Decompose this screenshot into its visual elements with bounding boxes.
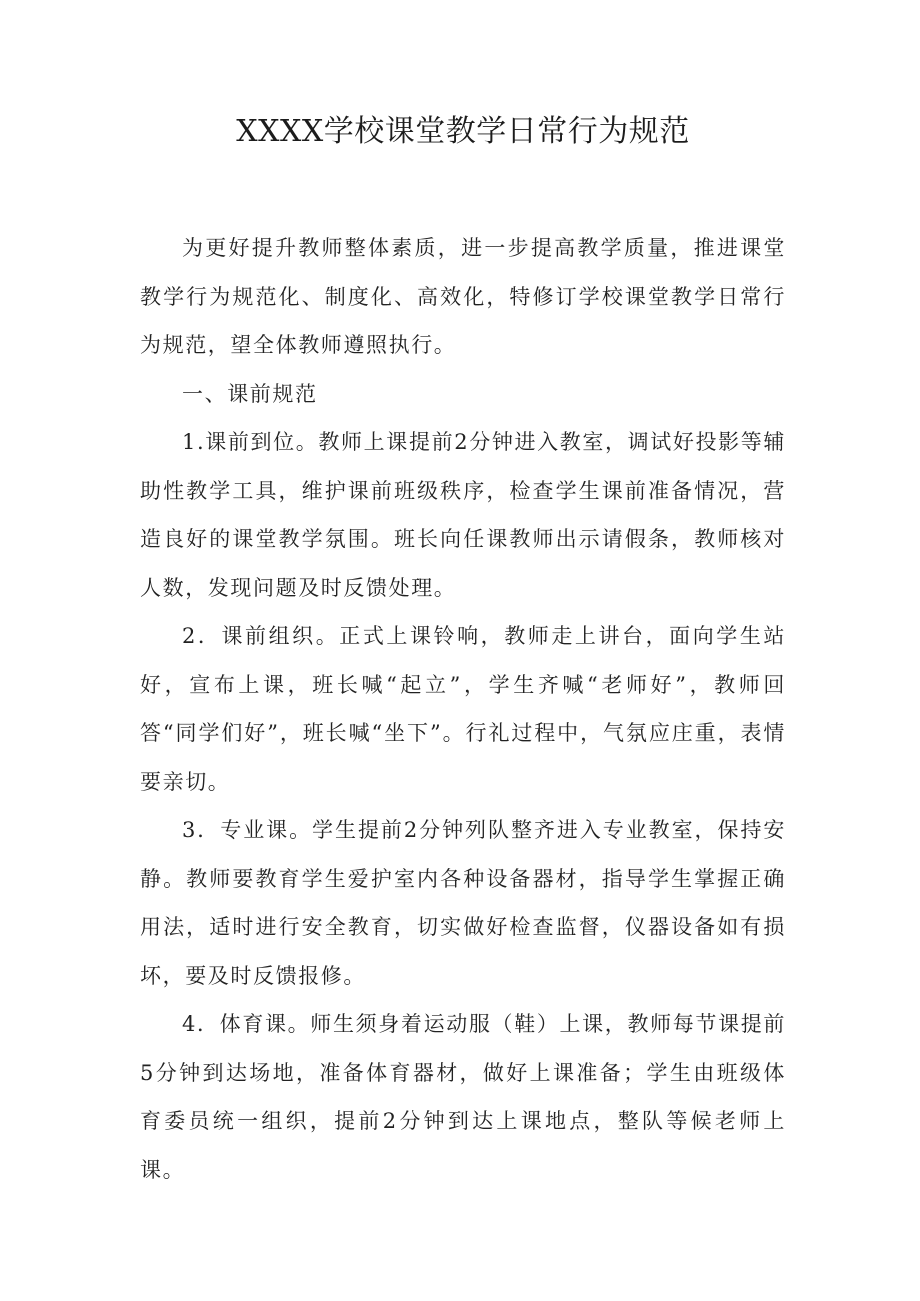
- section-heading: 一、课前规范: [182, 381, 318, 406]
- rule-item-2: 2．课前组织。正式上课铃响，教师走上讲台，面向学生站好，宣布上课，班长喊“起立”，学生齐喊“老师好”，教师回答“同学们好”，班长喊“坐下”。行礼过程中，气氛应庄重，表情要亲切。: [140, 624, 786, 794]
- rule-item-4: 4．体育课。师生须身着运动服（鞋）上课，教师每节课提前5分钟到达场地，准备体育器材，做好上课准备；学生由班级体育委员统一组织，提前2分钟到达上课地点，整队等候老师上课。: [140, 1012, 786, 1182]
- rule-item-1: 1.课前到位。教师上课提前2分钟进入教室，调试好投影等辅助性教学工具，维护课前班级秩序，检查学生课前准备情况，营造良好的课堂教学氛围。班长向任课教师出示请假条，教师核对人数，发现问题及时反馈处理。: [140, 430, 786, 600]
- document-body: [140, 224, 786, 1194]
- intro-paragraph: 为更好提升教师整体素质，进一步提高教学质量，推进课堂教学行为规范化、制度化、高效化，特修订学校课堂教学日常行为规范，望全体教师遵照执行。: [140, 236, 786, 357]
- document-title: XXXX学校课堂教学日常行为规范: [236, 114, 690, 149]
- rule-item-3: 3．专业课。学生提前2分钟列队整齐进入专业教室，保持安静。教师要教育学生爱护室内各种设备器材，指导学生掌握正确用法，适时进行安全教育，切实做好检查监督，仪器设备如有损坏，要及时反馈报修。: [140, 818, 786, 988]
